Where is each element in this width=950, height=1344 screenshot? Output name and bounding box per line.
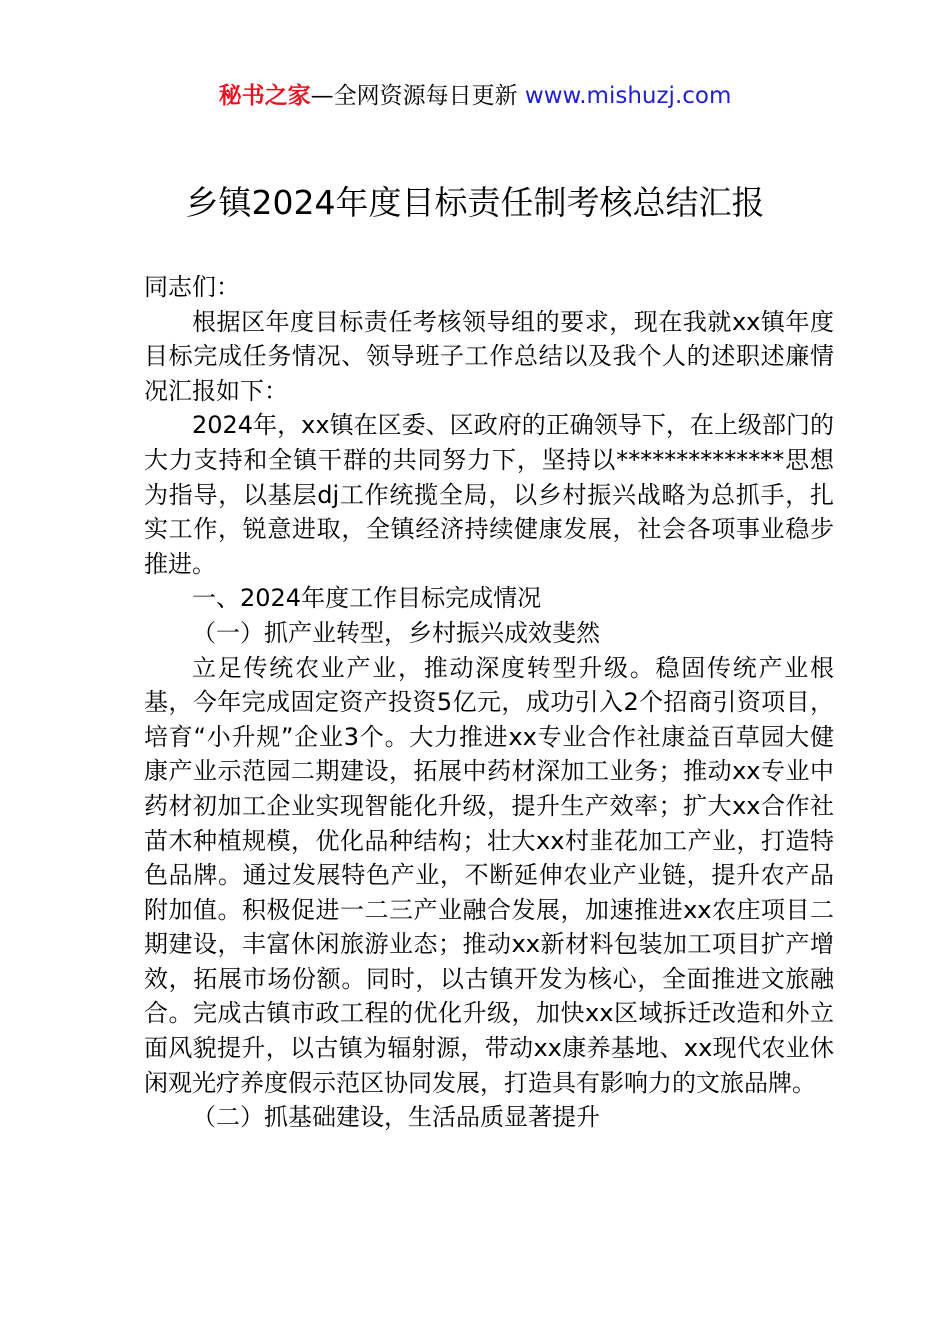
paragraph-overview: 2024年，xx镇在区委、区政府的正确领导下，在上级部门的大力支持和全镇干群的共同努力下，坚持以**************思想为指导，以基层dj工作统揽全局，以乡村振兴战略为总抓手，扎实工作，锐意进取，全镇经济持续健康发展，社会各项事业稳步推进。: [144, 411, 834, 578]
document-body: [144, 270, 834, 1135]
paragraph-intro: 根据区年度目标责任考核领导组的要求，现在我就xx镇年度目标完成任务情况、领导班子工作总结以及我个人的述职述廉情况汇报如下：: [144, 307, 834, 405]
salutation: 同志们：: [144, 273, 240, 301]
site-header: [0, 80, 950, 112]
section-heading-1: 一、2024年度工作目标完成情况: [192, 584, 542, 613]
header-slogan: —全网资源每日更新: [310, 83, 525, 109]
document-title: 乡镇2024年度目标责任制考核总结汇报: [185, 183, 765, 222]
subsection-heading-2: （二）抓基础建设，生活品质显著提升: [192, 1103, 600, 1132]
subsection-heading-1: （一）抓产业转型，乡村振兴成效斐然: [192, 618, 600, 647]
paragraph-subsection-1: 立足传统农业产业，推动深度转型升级。稳固传统产业根基，今年完成固定资产投资5亿元，成功引入2个招商引资项目，培育“小升规”企业3个。大力推进xx专业合作社康益百草园大健康产业示范园二期建设，拓展中药材深加工业务；推动xx专业中药材初加工企业实现智能化升级，提升生产效率；扩大xx合作社苗木种植规模，优化品种结构；壮大xx村韭花加工产业，打造特色品牌。通过发展特色产业，不断延伸农业产业链，提升农产品附加值。积极促进一二三产业融合发展，加速推进xx农庄项目二期建设，丰富休闲旅游业态；推动xx新材料包装加工项目扩产增效，拓展市场份额。同时，以古镇开发为核心，全面推进文旅融合。完成古镇市政工程的优化升级，加快xx区域拆迁改造和外立面风貌提升，以古镇为辐射源，带动xx康养基地、xx现代农业休闲观光疗养度假示范区协同发展，打造具有影响力的文旅品牌。: [144, 653, 834, 1097]
site-url-link[interactable]: www.mishuzj.com: [524, 83, 732, 109]
brand-name: 秘书之家: [218, 83, 311, 109]
